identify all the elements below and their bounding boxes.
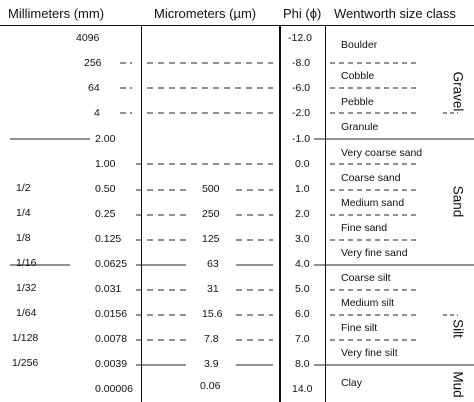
um-value: 0.06 bbox=[200, 380, 221, 392]
um-value: 7.8 bbox=[204, 333, 219, 345]
phi-value: 7.0 bbox=[295, 333, 310, 345]
group-label-mud: Mud bbox=[450, 371, 466, 398]
size-class: Boulder bbox=[341, 39, 378, 51]
um-value: 15.6 bbox=[202, 308, 223, 320]
group-label-sand: Sand bbox=[450, 185, 466, 218]
size-class: Granule bbox=[341, 121, 379, 133]
mm-value: 0.0039 bbox=[95, 358, 128, 370]
phi-value: -12.0 bbox=[288, 32, 312, 44]
phi-value: 14.0 bbox=[292, 383, 313, 395]
mm-value: 0.0625 bbox=[95, 258, 128, 270]
phi-value: -8.0 bbox=[292, 57, 311, 69]
fraction-label: 1/32 bbox=[16, 282, 37, 294]
mm-value: 0.0078 bbox=[95, 333, 128, 345]
fraction-label: 1/2 bbox=[16, 182, 31, 194]
phi-value: 1.0 bbox=[295, 183, 310, 195]
mm-value: 0.031 bbox=[95, 283, 122, 295]
group-label-silt: Silt bbox=[450, 319, 466, 338]
um-value: 250 bbox=[202, 208, 220, 220]
size-class: Very fine silt bbox=[341, 347, 398, 359]
mm-value: 1.00 bbox=[95, 158, 116, 170]
size-class: Very coarse sand bbox=[341, 147, 423, 159]
phi-value: 6.0 bbox=[295, 308, 310, 320]
mm-value: 0.0156 bbox=[95, 308, 128, 320]
mm-value: 0.125 bbox=[95, 233, 122, 245]
um-value: 125 bbox=[202, 233, 220, 245]
mm-value: 4 bbox=[94, 107, 100, 119]
phi-value: -6.0 bbox=[292, 82, 311, 94]
header-micrometers: Micrometers (µm) bbox=[154, 6, 257, 21]
header-wentworth: Wentworth size class bbox=[334, 6, 456, 21]
header-phi: Phi (ϕ) bbox=[283, 6, 322, 21]
mm-value: 0.25 bbox=[95, 208, 116, 220]
size-class: Coarse silt bbox=[341, 272, 391, 284]
size-class: Pebble bbox=[341, 96, 374, 108]
mm-value: 256 bbox=[84, 57, 102, 69]
fraction-label: 1/8 bbox=[16, 232, 31, 244]
group-label-gravel: Gravel bbox=[450, 71, 466, 112]
size-class: Fine sand bbox=[341, 222, 388, 234]
size-class: Cobble bbox=[341, 70, 375, 82]
um-value: 500 bbox=[202, 183, 220, 195]
mm-value: 4096 bbox=[76, 32, 100, 44]
size-class: Medium sand bbox=[341, 197, 405, 209]
phi-value: 0.0 bbox=[295, 158, 310, 170]
phi-value: -2.0 bbox=[292, 107, 311, 119]
phi-value: 8.0 bbox=[295, 358, 310, 370]
um-value: 63 bbox=[207, 258, 219, 270]
fraction-label: 1/256 bbox=[12, 357, 39, 369]
phi-value: -1.0 bbox=[292, 133, 311, 145]
phi-value: 5.0 bbox=[295, 283, 310, 295]
size-class: Clay bbox=[341, 377, 363, 389]
size-class: Coarse sand bbox=[341, 172, 401, 184]
fraction-label: 1/4 bbox=[16, 207, 31, 219]
fraction-label: 1/16 bbox=[16, 257, 37, 269]
phi-value: 2.0 bbox=[295, 208, 310, 220]
phi-value: 3.0 bbox=[295, 233, 310, 245]
fraction-label: 1/128 bbox=[12, 332, 39, 344]
mm-value: 64 bbox=[88, 82, 100, 94]
phi-value: 4.0 bbox=[295, 258, 310, 270]
um-value: 31 bbox=[207, 283, 219, 295]
header-millimeters: Millimeters (mm) bbox=[8, 6, 105, 21]
size-class: Medium silt bbox=[341, 297, 395, 309]
mm-value: 2.00 bbox=[95, 133, 116, 145]
mm-value: 0.00006 bbox=[95, 383, 133, 395]
size-class: Very fine sand bbox=[341, 247, 408, 259]
fraction-label: 1/64 bbox=[16, 307, 37, 319]
size-class: Fine silt bbox=[341, 322, 378, 334]
mm-value: 0.50 bbox=[95, 183, 116, 195]
um-value: 3.9 bbox=[204, 358, 219, 370]
